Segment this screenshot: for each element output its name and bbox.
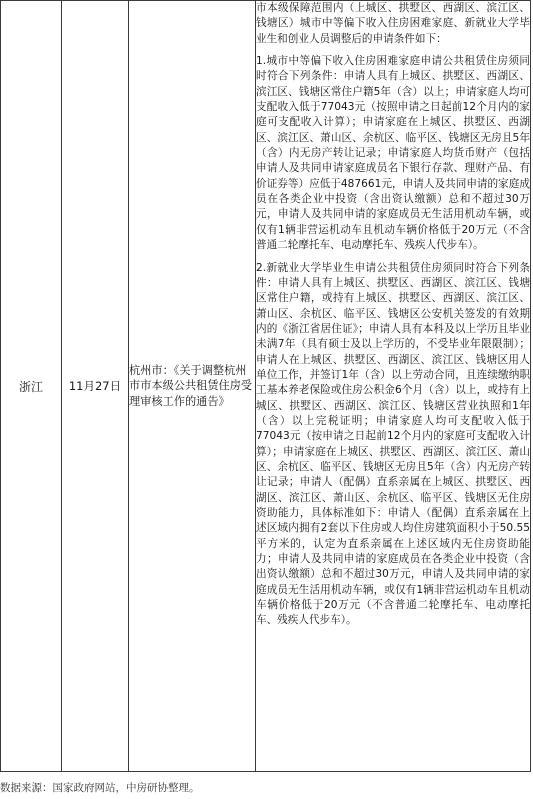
source-note: 数据来源：国家政府网站，中房研协整理。 [0,782,200,794]
document-title-cell: 杭州市：《关于调整杭州市市本级公共租赁住房受理审核工作的通告》 [129,1,256,772]
date-cell: 11月27日 [62,1,129,772]
condition-paragraph-1: 1.城市中等偏下收入住房困难家庭申请公共租赁住房须同时符合下列条件：申请人具有上城区、拱墅区、西湖区、滨江区、钱塘区常住户籍5年（含）以上；申请家庭人均可支配收入低于77043元（按照申请之日起前12个月内的家庭可支配收入计算）；申请家庭在上城区、拱墅区、西湖区、滨江区、萧山区、余杭区、临平区、钱塘区无房且5年（含）内无房产转让记录；申请家庭人均货币财产（包括申请人及共同申请家庭成员名下银行存款、理财产品、有价证券等）应低于487661元，申请人及共同申请的家庭成员在各类企业中投资（含出资认缴额）总和不超过30万元，申请人及共同申请的家庭成员无生活用机动车辆，或仅有1辆非营运机动车且机动车辆价格低于20万元（不含普通二轮摩托车、电动摩托车、残疾人代步车）。 [256,55,530,252]
table-row [1,1,531,772]
policy-content-cell [256,1,531,772]
condition-paragraph-2: 2.新就业大学毕业生申请公共租赁住房须同时符合下列条件：申请人具有上城区、拱墅区、西湖区、滨江区、钱塘区常住户籍，或持有上城区、拱墅区、西湖区、滨江区、萧山区、余杭区、临平区、钱塘区公安机关签发的有效期内的《浙江省居住证》；申请人具有本科及以上学历且毕业未满7年（具有硕士及以上学历的，不受毕业年限限制）；申请人在上城区、拱墅区、西湖区、滨江区、钱塘区用人单位工作，并签订1年（含）以上劳动合同，且连续缴纳职工基本养老保险或住房公积金6个月（含）以上，或持有上城区、拱墅区、西湖区、滨江区、钱塘区营业执照和1年（含）以上完税证明；申请家庭人均可支配收入低于77043元（按申请之日起前12个月内的家庭可支配收入计算）；申请家庭在上城区、拱墅区、西湖区、滨江区、萧山区、余杭区、临平区、钱塘区无房且5年（含）内无房产转让记录；申请人（配偶）直系亲属在上城区、拱墅区、西湖区、滨江区、萧山区、余杭区、临平区、钱塘区无住房资助能力，具体标准如下：申请人（配偶）直系亲属在上述区域内拥有2套以下住房或人均住房建筑面积小于50.55平方米的，认定为直系亲属在上述区域内无住房资助能力；申请人及共同申请的家庭成员在各类企业中投资（含出资认缴额）总和不超过30万元，申请人及共同申请的家庭成员无生活用机动车辆，或仅有1辆非营运机动车且机动车辆价格低于20万元（不含普通二轮摩托车、电动摩托车、残疾人代步车）。 [256,261,530,627]
province-cell: 浙江 [1,1,62,772]
intro-paragraph: 市本级保障范围内（上城区、拱墅区、西湖区、滨江区、钱塘区）城市中等偏下收入住房困难家庭、新就业大学毕业生和创业人员调整后的申请条件如下： [256,2,530,45]
